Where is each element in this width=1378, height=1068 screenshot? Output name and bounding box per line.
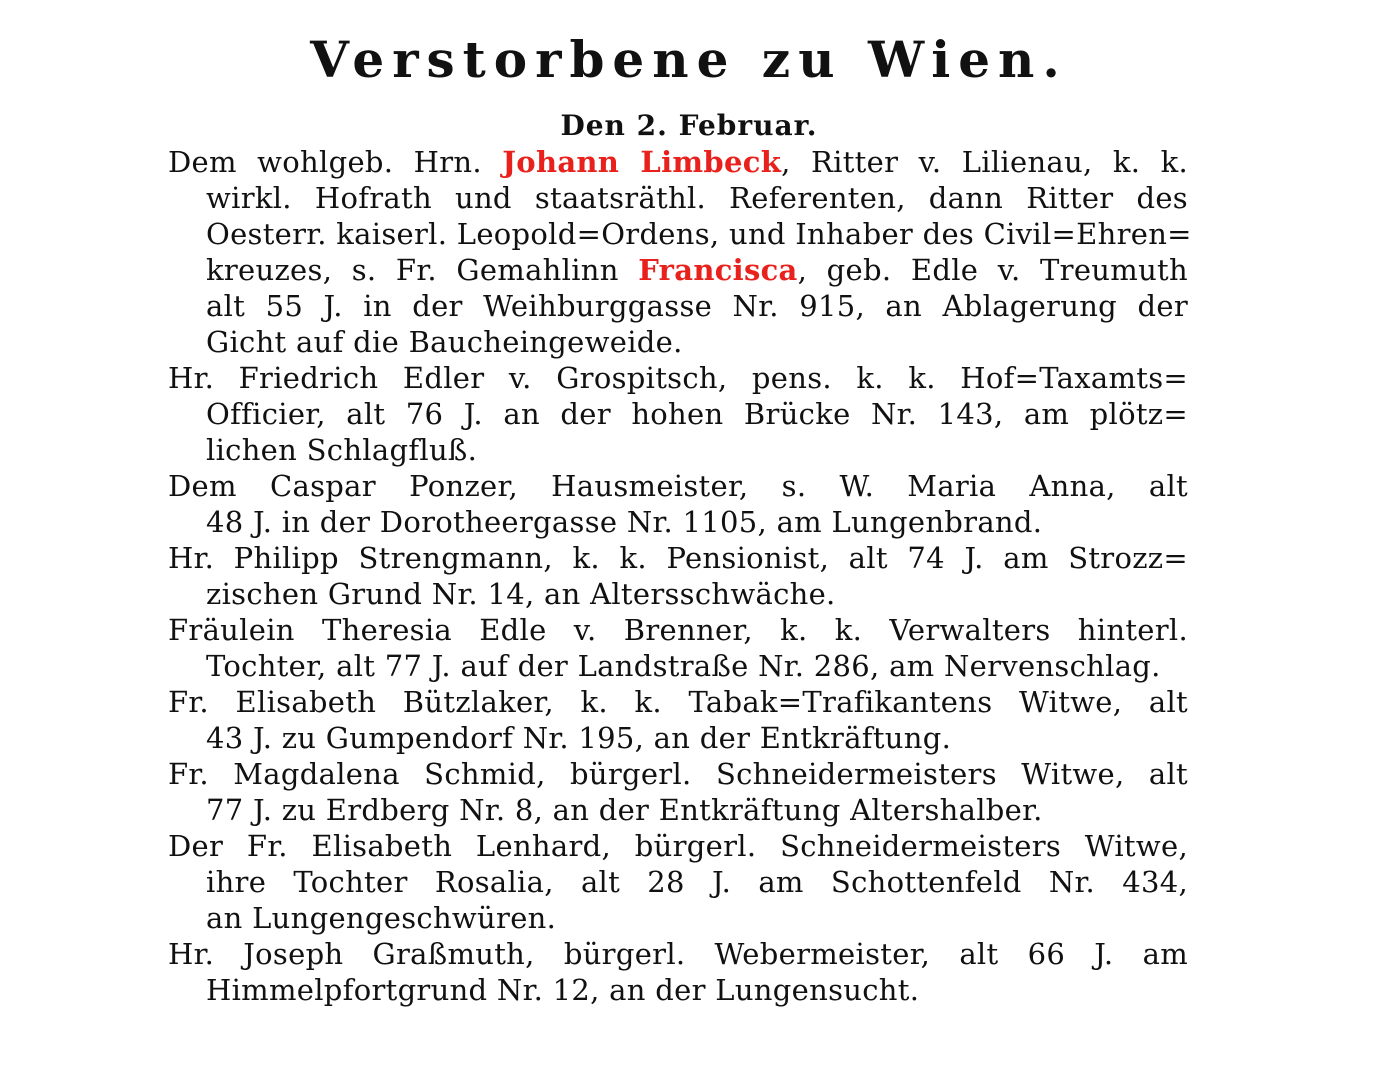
entry-line: 43 J. zu Gumpendorf Nr. 195, an der Entkräftung. [206,721,952,755]
entry-line: Fr. Elisabeth Bützlaker, k. k. Tabak=Trafikantens Witwe, alt [168,685,1188,719]
death-notice-entry [168,468,1188,540]
entry-line: Fräulein Theresia Edle v. Brenner, k. k. Verwalters hinterl. [168,613,1188,647]
page-title: Verstorbene zu Wien. [310,30,1068,89]
entry-line: Gicht auf die Baucheingeweide. [206,325,683,359]
date-heading: Den 2. Februar. [560,109,818,142]
entry-line [168,144,1188,180]
text-segment: , geb. Edle v. Treumuth [797,253,1188,287]
entry-line: Officier, alt 76 J. an der hohen Brücke Nr. 143, am plötz= [206,397,1188,431]
entry-line [206,252,1188,288]
entry-line: ihre Tochter Rosalia, alt 28 J. am Schottenfeld Nr. 434, [206,865,1188,899]
entry-line: Hr. Joseph Graßmuth, bürgerl. Webermeister, alt 66 J. am [168,937,1188,971]
entry-line: Hr. Philipp Strengmann, k. k. Pensionist, alt 74 J. am Strozz= [168,541,1188,575]
highlighted-name: Francisca [638,253,798,287]
death-notice-entry [168,828,1188,936]
entry-line: zischen Grund Nr. 14, an Altersschwäche. [206,577,836,611]
death-notice-list [168,144,1192,1008]
death-notice-entry [168,612,1188,684]
entry-line: Der Fr. Elisabeth Lenhard, bürgerl. Schneidermeisters Witwe, [168,829,1188,863]
death-notice-entry [168,684,1188,756]
entry-line: Himmelpfortgrund Nr. 12, an der Lungensucht. [206,973,920,1007]
entry-line: 48 J. in der Dorotheergasse Nr. 1105, am Lungenbrand. [206,505,1043,539]
text-segment: kreuzes, s. Fr. Gemahlinn [206,253,639,287]
entry-line: wirkl. Hofrath und staatsräthl. Referenten, dann Ritter des [206,181,1188,215]
entry-line: lichen Schlagfluß. [206,433,478,467]
text-segment: , Ritter v. Lilienau, k. k. [781,145,1189,179]
entry-line: Dem Caspar Ponzer, Hausmeister, s. W. Maria Anna, alt [168,469,1188,503]
entry-line: alt 55 J. in der Weihburggasse Nr. 915, an Ablagerung der [206,289,1188,323]
entry-line: Fr. Magdalena Schmid, bürgerl. Schneidermeisters Witwe, alt [168,757,1188,791]
entry-line: Hr. Friedrich Edler v. Grospitsch, pens. k. k. Hof=Taxamts= [168,361,1188,395]
death-notice-entry [168,756,1188,828]
entry-line: an Lungengeschwüren. [206,901,557,935]
highlighted-name: Johann Limbeck [502,145,782,179]
death-notice-entry [168,144,1192,360]
text-segment: Dem wohlgeb. Hrn. [168,145,503,179]
entry-line: Tochter, alt 77 J. auf der Landstraße Nr. 286, am Nervenschlag. [206,649,1161,683]
death-notice-entry [168,540,1188,612]
entry-line: 77 J. zu Erdberg Nr. 8, an der Entkräftung Altershalber. [206,793,1043,827]
death-notice-entry [168,936,1188,1008]
entry-line: Oesterr. kaiserl. Leopold=Ordens, und Inhaber des Civil=Ehren= [206,217,1192,251]
death-notice-entry [168,360,1188,468]
